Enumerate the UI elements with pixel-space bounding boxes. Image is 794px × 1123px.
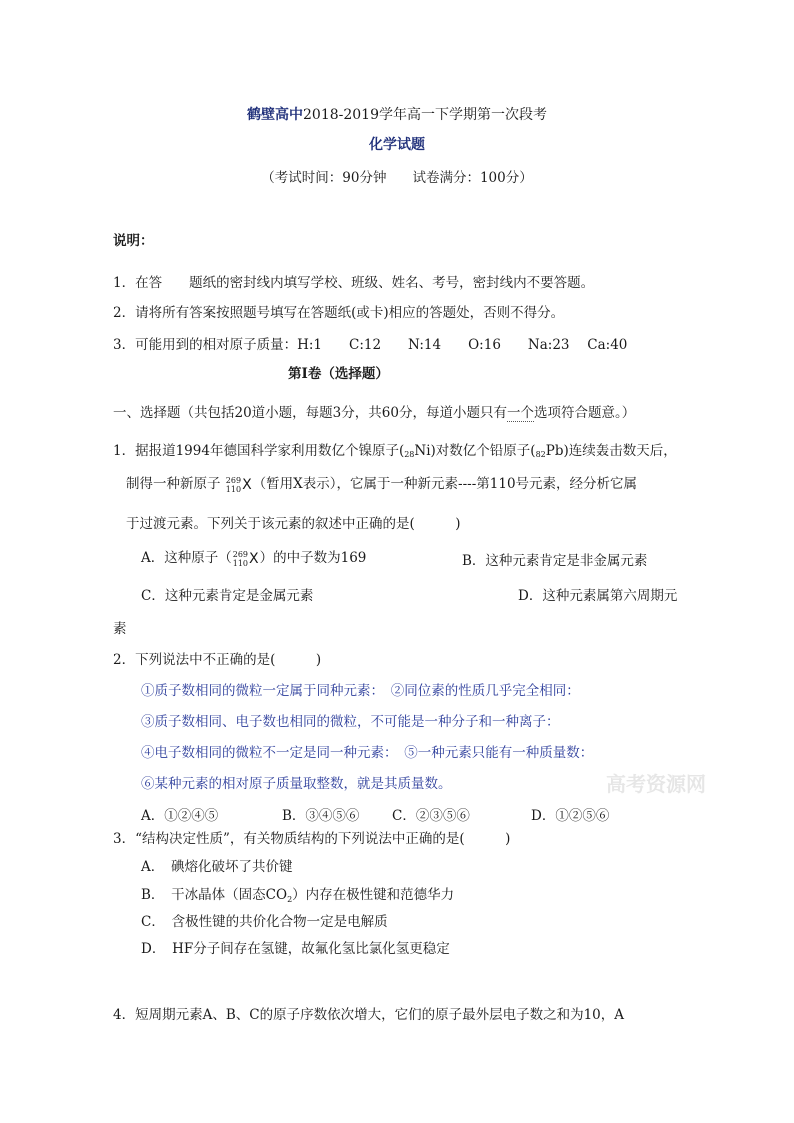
isotope-symbol-option (233, 550, 259, 568)
q3-option-b-text: B． 干冰晶体（固态CO (141, 887, 288, 903)
q1-text-a: 1．据报道1994年德国科学家利用数亿个镍原子( (113, 443, 405, 459)
q2-statement-2: ③质子数相同、电子数也相同的微粒，不可能是一种分子和一种离子： (141, 714, 560, 730)
isotope-number: 110 (225, 484, 242, 494)
q1-option-d-wrap: 素 (113, 621, 127, 637)
q3-option-b (141, 883, 454, 904)
q1-line-2 (126, 472, 637, 494)
pb-atomic-number: 82 (535, 450, 546, 459)
subject-title: 化学试题 (369, 137, 425, 153)
section-intro-text-end: 选项符合题意。） (533, 405, 636, 421)
note-item-3: 3．可能用到的相对原子质量：H:1 C:12 N:14 O:16 Na:23 Ca:40 (113, 337, 628, 353)
q3-option-c: C． 含极性键的共价化合物一定是电解质 (141, 914, 388, 930)
q2-option-b: B．③④⑤⑥ (282, 808, 360, 824)
exam-title: 2018-2019学年高一下学期第一次段考 (303, 107, 547, 123)
q1-text-b: Pb)连续轰击数天后， (545, 443, 677, 459)
q2-statement-1: ①质子数相同的微粒一定属于同种元素： ②同位素的性质几乎完全相同： (141, 683, 580, 699)
ni-atomic-number: 28 (404, 450, 415, 459)
q1-text-d: （暂用X表示），它属于一种新元素----第110号元素，经分析它属 (252, 476, 638, 492)
isotope-mass-option: 269 (232, 549, 249, 559)
co2-subscript: 2 (287, 895, 293, 904)
section-intro (113, 401, 635, 421)
isotope-mass: 269 (225, 475, 242, 485)
q2-statement-3: ④电子数相同的微粒不一定是同一种元素： ⑤一种元素只能有一种质量数： (141, 745, 594, 761)
q1-text-c: 制得一种新原子 (126, 476, 221, 492)
exam-score: 试卷满分：100分） (412, 170, 533, 186)
q2-stem: 2．下列说法中不正确的是( ) (113, 652, 322, 668)
q4-stem: 4．短周期元素A、B、C的原子序数依次增大，它们的原子最外层电子数之和为10，A (113, 1007, 625, 1023)
q3-stem: 3．“结构决定性质”，有关物质结构的下列说法中正确的是( ) (113, 831, 511, 847)
q1-option-d: D．这种元素属第六周期元 (518, 588, 678, 604)
q1-option-a (141, 546, 366, 568)
note-item-1: 1．在答 题纸的密封线内填写学校、班级、姓名、考号，密封线内不要答题。 (113, 275, 595, 291)
note-item-2: 2．请将所有答案按照题号填写在答题纸(或卡)相应的答题处，否则不得分。 (113, 305, 565, 321)
q3-option-a: A． 碘熔化破坏了共价键 (141, 859, 293, 875)
q3-option-b-text-end: ）内存在极性键和范德华力 (292, 887, 455, 903)
isotope-number-option: 110 (232, 558, 249, 568)
q1-option-b: B．这种元素肯定是非金属元素 (462, 553, 648, 569)
q2-option-c: C．②③⑤⑥ (392, 808, 470, 824)
q3-option-d: D． HF分子间存在氢键，故氟化氢比氯化氢更稳定 (141, 941, 450, 957)
school-name: 鹤壁高中 (247, 107, 303, 123)
q2-option-d: D．①②⑤⑥ (531, 808, 610, 824)
isotope-symbol (226, 476, 252, 494)
q2-statement-4: ⑥某种元素的相对原子质量取整数，就是其质量数。 (141, 776, 452, 792)
q1-option-a-text-end: ）的中子数为169 (259, 550, 367, 566)
q1-option-c: C．这种元素肯定是金属元素 (141, 588, 314, 604)
exam-time: （考试时间：90分钟 (261, 170, 387, 186)
part1-heading: 第Ⅰ卷（选择题） (288, 366, 389, 382)
notes-heading: 说明： (113, 233, 154, 249)
section-intro-emphasis: 一个 (506, 405, 534, 421)
watermark: 高考资源网 (606, 772, 706, 796)
q1-line-1 (113, 439, 677, 459)
section-intro-text: 一、选择题（共包括20道小题，每题3分，共60分，每道小题只有 (113, 405, 507, 421)
exam-title-line (0, 104, 794, 124)
q1-text-ni: Ni)对数亿个铅原子( (414, 443, 536, 459)
q2-option-a: A．①②④⑤ (141, 808, 219, 824)
q1-option-a-text: A．这种原子（ (141, 550, 232, 566)
exam-info (0, 166, 794, 186)
q1-line-3: 于过渡元素。下列关于该元素的叙述中正确的是( ) (126, 516, 461, 532)
isotope-element-option: X (249, 550, 259, 567)
isotope-element: X (242, 476, 252, 493)
